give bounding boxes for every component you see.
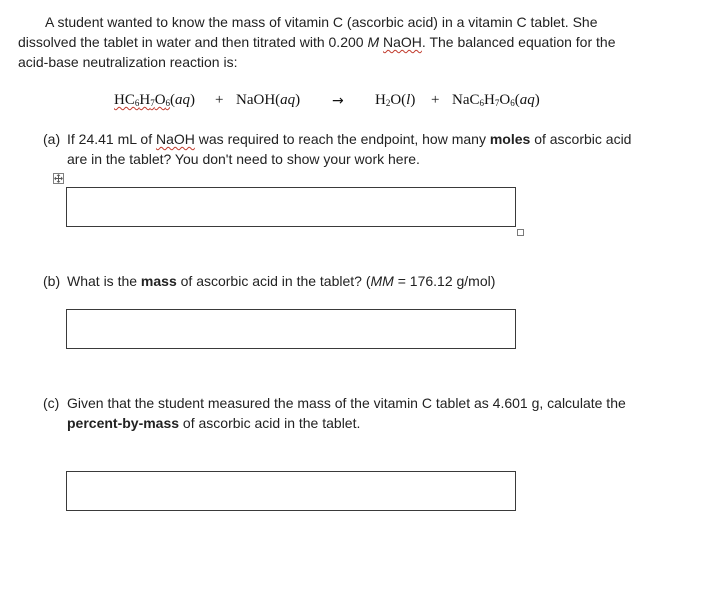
intro-line-2-start: dissolved the tablet in water and then titrated with 0.200 — [18, 34, 368, 50]
percent-by-mass-emphasis: percent-by-mass — [67, 415, 180, 431]
ascorbic-acid-formula: $HC_6H_7O_6(aq)$ — [114, 92, 196, 108]
question-a-text: If 24.41 mL of NaOH was required to reach the endpoint, how many moles of ascorbic acid are in the tablet? You don't need to show your work here. — [67, 131, 632, 167]
answer-box-a[interactable] — [66, 187, 516, 227]
plus-sign: + — [431, 92, 440, 108]
question-c-label: (c) — [43, 395, 60, 411]
intro-paragraph — [18, 12, 658, 72]
resize-icon[interactable] — [517, 229, 524, 236]
sodium-hydroxide-formula: NaOH(aq) — [236, 92, 301, 108]
answer-box-b[interactable] — [66, 309, 516, 349]
intro-line-2-end: . The balanced equation for the — [421, 34, 616, 50]
mass-emphasis: mass — [140, 273, 177, 289]
naoh-spellcheck-word: NaOH — [383, 34, 422, 50]
question-a-label: (a) — [43, 131, 61, 147]
molar-mass-symbol: MM — [370, 273, 394, 289]
question-b-text: What is the mass of ascorbic acid in the tablet? (MM = 176.12 g/mol) — [67, 273, 496, 289]
sodium-ascorbate-formula: $NaC_6H_7O_6(aq)$ — [452, 92, 540, 108]
answer-box-c[interactable] — [66, 471, 516, 511]
reaction-arrow-icon: → — [332, 93, 344, 109]
move-icon[interactable] — [53, 173, 64, 184]
question-c-text: Given that the student measured the mass of the vitamin C tablet as 4.601 g, calculate the percent-by-mass of ascorbic acid in the tablet. — [67, 395, 626, 431]
intro-line-3: acid-base neutralization reaction is: — [18, 54, 238, 70]
balanced-equation — [0, 92, 721, 114]
naoh-spellcheck-word: NaOH — [155, 131, 195, 147]
intro-line-1: A student wanted to know the mass of vitamin C (ascorbic acid) in a vitamin C tablet. She — [45, 14, 598, 30]
question-b-label: (b) — [43, 273, 61, 289]
molarity-symbol: M — [367, 34, 380, 50]
moles-emphasis: moles — [489, 131, 531, 147]
plus-sign: + — [215, 92, 224, 108]
water-formula: $H_2O(l)$ — [375, 92, 416, 108]
